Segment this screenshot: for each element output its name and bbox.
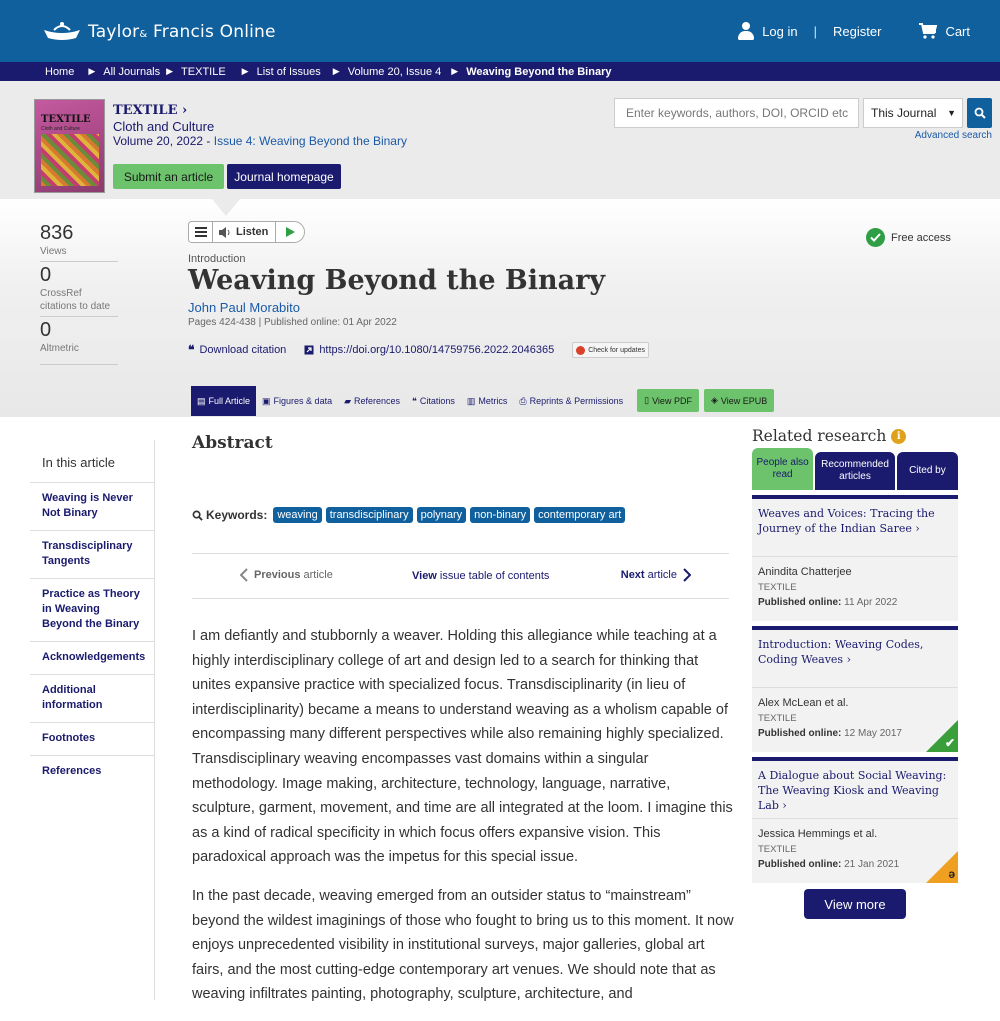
body-paragraph: I am defiantly and stubbornly a weaver. Holding this allegiance while teaching at a highly interdisciplinary college of art and design led to a search for thinking that unites expansive practice with specialized focus. Transdisciplinarity (in lieu of interdisciplinarity) became a means to understand weaving as a wholism capable of encompassing many different perspectives while also remaining highly specialized. Transdisciplinary weaving encompasses vast domains within a singular methodology. Image making, architecture, technology, language, narrative, sculpture, garment, movement, and time are all integrated at the loom. I imagine this as a kind of radical specificity in which focus offers expansive vision. This paradoxical approach was the impetus for this special issue.: [192, 628, 733, 866]
related-research-tabs: [752, 452, 958, 490]
toc-item-additional-information[interactable]: Additional information: [30, 675, 154, 723]
cart-link[interactable]: [919, 23, 970, 39]
related-article-date: Published online: 21 Jan 2021: [758, 859, 900, 870]
keywords-label: Keywords:: [192, 508, 267, 522]
breadcrumb-arrow-icon: ▶: [332, 66, 340, 76]
related-research-heading: Related research i: [752, 427, 906, 445]
chevron-right-icon: ›: [846, 653, 851, 666]
related-article-journal: TEXTILE: [758, 713, 797, 724]
open-lock-icon: ə: [948, 867, 955, 881]
register-link[interactable]: Register: [833, 23, 882, 39]
quote-icon: ❝: [412, 395, 417, 406]
crossref-count: 0: [40, 264, 52, 286]
tab-metrics[interactable]: [461, 388, 514, 414]
external-link-icon: [304, 345, 314, 355]
tab-label: Full Article: [208, 396, 251, 406]
document-icon: ▤: [197, 395, 206, 406]
chevron-left-icon: [240, 568, 248, 582]
previous-article-link[interactable]: Previous article: [240, 568, 333, 582]
view-pdf-button[interactable]: [637, 389, 699, 412]
keyword-tag[interactable]: non-binary: [470, 507, 530, 523]
chevron-right-icon: [683, 568, 691, 582]
related-article-date: Published online: 11 Apr 2022: [758, 597, 898, 608]
next-article-link[interactable]: Next article: [621, 568, 691, 582]
toc-heading: In this article: [30, 440, 154, 483]
cart-label: Cart: [945, 23, 970, 39]
cover-subtitle: Cloth and Culture: [41, 126, 80, 132]
check-icon: ✔: [944, 736, 955, 750]
article-toc: [30, 440, 155, 1000]
breadcrumb-arrow-icon: ▶: [451, 66, 459, 76]
play-button[interactable]: [276, 227, 304, 237]
tab-citations[interactable]: [406, 388, 461, 414]
toc-item-acknowledgements[interactable]: Acknowledgements: [30, 642, 154, 675]
free-access-badge: [866, 228, 951, 247]
player-menu-button[interactable]: [189, 222, 213, 242]
check-for-updates-button[interactable]: [572, 342, 649, 358]
search-button[interactable]: [967, 98, 992, 128]
submit-article-button[interactable]: Submit an article: [113, 164, 224, 189]
tab-label: Figures & data: [273, 396, 333, 406]
article-pager: [192, 553, 729, 599]
search-icon: [192, 510, 203, 521]
journal-homepage-button[interactable]: Journal homepage: [227, 164, 341, 189]
keyword-tag[interactable]: transdisciplinary: [326, 507, 413, 523]
menu-icon: [195, 227, 207, 237]
tab-references[interactable]: [338, 388, 406, 414]
crossmark-icon: [576, 346, 585, 355]
teapot-logo-icon: [42, 20, 82, 44]
print-icon: ⎙: [519, 395, 527, 406]
tab-full-article[interactable]: [191, 386, 256, 416]
breadcrumb: [0, 62, 1000, 81]
play-icon: [286, 227, 295, 237]
image-icon: ▣: [262, 395, 271, 406]
related-article-journal: TEXTILE: [758, 582, 797, 593]
keyword-tag[interactable]: contemporary art: [534, 507, 625, 523]
views-count: 836: [40, 222, 74, 244]
article-header: [0, 199, 1000, 417]
download-citation-label: Download citation: [199, 344, 287, 356]
crossref-label: CrossRef citations to date: [40, 288, 111, 312]
cart-icon: [919, 23, 937, 39]
account-links: [738, 22, 970, 40]
related-article-card: [752, 757, 958, 883]
doi-link[interactable]: [304, 344, 554, 356]
view-epub-button[interactable]: [704, 389, 774, 412]
metric-altmetric[interactable]: [40, 319, 118, 365]
search-icon: [974, 107, 986, 119]
tab-label: Citations: [419, 396, 455, 406]
tab-cited-by[interactable]: Cited by: [897, 452, 958, 490]
tab-label: References: [354, 396, 401, 406]
top-bar: [0, 0, 1000, 62]
altmetric-count: 0: [40, 319, 52, 341]
toc-item-footnotes[interactable]: Footnotes: [30, 723, 154, 756]
article-body: [192, 624, 737, 1021]
altmetric-label: Altmetric: [40, 343, 79, 354]
tab-label: View EPUB: [720, 395, 768, 406]
toc-item-practice-as-theory[interactable]: Practice as Theory in Weaving Beyond the Binary: [30, 579, 154, 642]
related-article-card: [752, 495, 958, 621]
user-icon: [738, 22, 754, 40]
journal-volume: Volume 20, 2022 - Issue 4: Weaving Beyond the Binary: [113, 134, 407, 148]
toc-item-weaving-never-not-binary[interactable]: Weaving is Never Not Binary: [30, 483, 154, 531]
listen-label: Listen: [236, 226, 269, 238]
author-link[interactable]: John Paul Morabito: [188, 300, 301, 315]
login-link[interactable]: [738, 22, 797, 40]
chevron-right-icon: ›: [782, 799, 787, 812]
free-access-label: Free access: [891, 231, 951, 244]
related-article-card: [752, 626, 958, 752]
breadcrumb-journal[interactable]: TEXTILE: [181, 65, 226, 78]
logo-text: Taylor& Francis Online: [88, 22, 276, 42]
tab-label: Metrics: [478, 396, 508, 406]
breadcrumb-arrow-icon: ▶: [241, 66, 249, 76]
book-icon: ▰: [344, 395, 351, 406]
article-tabs: [191, 386, 774, 416]
keyword-tag[interactable]: polynary: [417, 507, 467, 523]
journal-header: [0, 81, 1000, 199]
abstract-heading: Abstract: [192, 433, 273, 453]
breadcrumb-home[interactable]: Home: [45, 65, 75, 78]
search-input[interactable]: Enter keywords, authors, DOI, ORCID etc: [614, 98, 859, 128]
tab-label: View PDF: [652, 395, 692, 406]
pdf-icon: ▯: [644, 395, 650, 405]
tab-reprints-permissions[interactable]: [513, 388, 629, 414]
quote-icon: ❝: [188, 343, 195, 357]
breadcrumb-issue[interactable]: Volume 20, Issue 4: [347, 65, 442, 78]
keyword-tag[interactable]: weaving: [273, 507, 321, 523]
related-article-author: Jessica Hemmings et al.: [758, 828, 878, 840]
bar-chart-icon: ▥: [466, 395, 476, 406]
cover-title: TEXTILE: [41, 114, 91, 125]
listen-player: [188, 221, 305, 243]
check-icon: [866, 228, 885, 247]
article-pages-published: Pages 424-438 | Published online: 01 Apr 2022: [188, 317, 397, 328]
divider: |: [813, 23, 818, 39]
toc-item-transdisciplinary-tangents[interactable]: Transdisciplinary Tangents: [30, 531, 154, 579]
metric-crossref[interactable]: [40, 264, 118, 317]
related-article-date: Published online: 12 May 2017: [758, 728, 902, 739]
related-article-author: Alex McLean et al.: [758, 697, 849, 709]
view-more-button[interactable]: View more: [804, 889, 906, 919]
related-article-title[interactable]: Introduction: Weaving Codes, Coding Weaves ›: [752, 630, 958, 688]
chevron-down-icon: ▼: [947, 108, 956, 118]
header-notch: [212, 199, 240, 216]
related-article-author: Anindita Chatterjee: [758, 566, 852, 578]
journal-title-link[interactable]: TEXTILE ›: [113, 103, 188, 118]
article-type: Introduction: [188, 253, 246, 265]
breadcrumb-arrow-icon: ▶: [166, 66, 174, 76]
download-citation-link[interactable]: [188, 343, 286, 357]
check-updates-label: Check for updates: [588, 346, 645, 354]
search-scope-value: This Journal: [871, 106, 937, 120]
issue-link[interactable]: Issue 4: Weaving Beyond the Binary: [213, 134, 407, 148]
site-logo[interactable]: [42, 20, 276, 44]
toc-item-references[interactable]: References: [42, 765, 102, 777]
related-article-title[interactable]: A Dialogue about Social Weaving: The Weaving Kiosk and Weaving Lab ›: [752, 761, 958, 819]
speaker-icon: [219, 227, 232, 238]
related-article-journal: TEXTILE: [758, 844, 797, 855]
tab-recommended-articles[interactable]: Recommended articles: [815, 452, 895, 490]
breadcrumb-current: Weaving Beyond the Binary: [466, 65, 612, 78]
doi-label: https://doi.org/10.1080/14759756.2022.2046365: [319, 344, 555, 356]
breadcrumb-list-of-issues[interactable]: List of Issues: [256, 65, 321, 78]
advanced-search-link[interactable]: Advanced search: [914, 130, 992, 141]
article-links: [188, 342, 649, 358]
tab-figures-data[interactable]: [256, 388, 338, 414]
listen-button[interactable]: [213, 222, 276, 242]
metric-views: [40, 222, 118, 262]
breadcrumb-arrow-icon: ▶: [88, 66, 96, 76]
info-icon[interactable]: i: [891, 429, 906, 444]
tab-label: Reprints & Permissions: [529, 396, 624, 406]
article-title: Weaving Beyond the Binary: [188, 265, 606, 296]
cover-artwork: [41, 134, 99, 186]
chevron-right-icon: ›: [915, 522, 920, 535]
tab-people-also-read[interactable]: People also read: [752, 448, 813, 490]
journal-cover-image[interactable]: [34, 99, 105, 193]
related-article-title[interactable]: Weaves and Voices: Tracing the Journey of the Indian Saree ›: [752, 499, 958, 557]
issue-toc-link[interactable]: View issue table of contents: [412, 570, 550, 582]
breadcrumb-all-journals[interactable]: All Journals: [103, 65, 161, 78]
login-label: Log in: [762, 23, 798, 39]
body-paragraph: In the past decade, weaving emerged from an outsider status to “mainstream” beyond the wildest imaginings of those who fought to bring us to this moment. It now enjoys unprecedented visibility in institutional surveys, major galleries, global art fairs, and the most cutting-edge contemporary art venues. We should note that as weaving infiltrates painting, photography, sculpture, architecture, and: [192, 887, 734, 1003]
views-label: Views: [40, 246, 67, 257]
keywords: [192, 507, 625, 523]
journal-subtitle: Cloth and Culture: [113, 119, 215, 134]
search-scope-select[interactable]: [863, 98, 963, 128]
epub-icon: ◈: [710, 395, 718, 405]
